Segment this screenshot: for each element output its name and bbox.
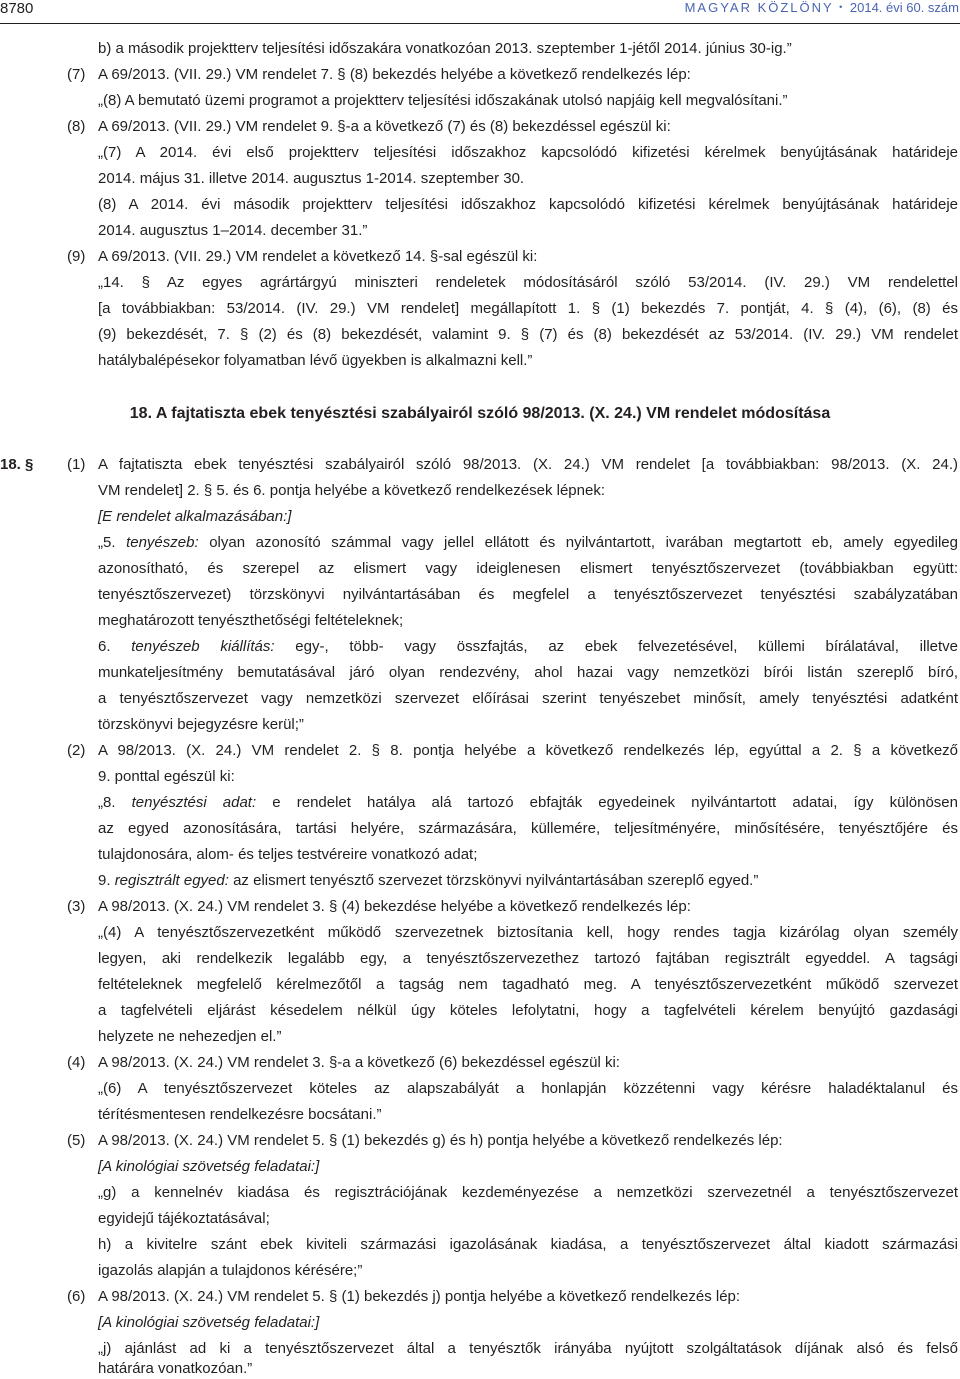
bracket-note: [E rendelet alkalmazásában:]: [98, 508, 292, 525]
defined-term: regisztrált egyed:: [114, 872, 229, 889]
section-number: 18. §: [0, 456, 34, 473]
text-line: „(6) A tenyésztőszervezet köteles az alapszabályát a honlapján közzétenni vagy kérésre haladéktalanul és: [98, 1080, 958, 1097]
text-line: hatálybalépésekor folyamatban lévő ügyekben is alkalmazni kell.”: [98, 352, 533, 369]
text-line: A 69/2013. (VII. 29.) VM rendelet a következő 14. §-sal egészül ki:: [98, 248, 538, 265]
paragraph-label: (9): [67, 248, 86, 265]
text-line: azonosítható, és szerepel az elismert vagy ideiglenesen elismert tenyésztőszervezet (továbbiakban együtt:: [98, 560, 958, 577]
defined-term: tenyészeb:: [126, 534, 199, 551]
text-line: feltételeknek megfelelő kérelmezőtől a tagság nem tagadható meg. A tenyésztőszervezetként működő szervezet: [98, 976, 958, 993]
bracket-note: [A kinológiai szövetség feladatai:]: [98, 1158, 320, 1175]
defined-term: tenyészeb kiállítás:: [131, 638, 275, 655]
text-line: legyen, aki rendelkezik legalább egy, a tenyésztőszervezethez tartozó fajtában regisztrált egyeddel. A tagsági: [98, 950, 958, 967]
text-line: A 69/2013. (VII. 29.) VM rendelet 7. § (8) bekezdés helyébe a következő rendelkezés lép:: [98, 66, 691, 83]
bracket-note: [A kinológiai szövetség feladatai:]: [98, 1314, 320, 1331]
issue-number: 2014. évi 60. szám: [849, 0, 959, 15]
text-line: „j) ajánlást ad ki a tenyésztőszervezet által a tenyésztők irányába nyújtott szolgáltatások díjának alsó és felső: [98, 1340, 958, 1357]
text-run: az elismert tenyésztő szervezet törzskönyvi nyilvántartásában szereplő egyed.”: [228, 872, 759, 889]
publication-title: MAGYAR KÖZLÖNY: [684, 0, 834, 15]
text-line: [98, 637, 958, 657]
text-line: [98, 871, 758, 891]
text-line: térítésmentesen rendelkezésre bocsátani.”: [98, 1106, 382, 1123]
text-line: „14. § Az egyes agrártárgyú miniszteri rendeletek módosításáról szóló 53/2014. (IV. 29.) VM rendelettel: [98, 274, 958, 291]
text-line: (9) bekezdését, 7. § (2) és (8) bekezdését, valamint 9. § (7) és (8) bekezdését az 53/2014. (IV. 29.) VM rendelet: [98, 326, 958, 343]
text-line: tenyésztőszervezet) törzskönyvi nyilvántartásában és megfelel a tenyésztőszervezet tenyésztési szabályzatában: [98, 586, 958, 603]
text-run: e rendelet hatálya alá tartozó ebfajták egyedeinek nyilvántartott adatai, így különösen: [256, 794, 958, 811]
page-number: 8780: [0, 0, 34, 17]
text-line: „(8) A bemutató üzemi programot a projektterv teljesítési időszakának utolsó napjáig kell megvalósítani.”: [98, 92, 788, 109]
paragraph-label: (6): [67, 1288, 86, 1305]
paragraph-label: (1): [67, 456, 86, 473]
text-line: helyzete ne nehezedjen el.”: [98, 1028, 282, 1045]
text-line: a tagfelvételi eljárást késedelem nélkül úgy köteles lefolytatni, hogy a tagfelvételi kérelem benyújtó gazdasági: [98, 1002, 958, 1019]
text-run: olyan azonosító számmal vagy jellel ellátott és nyilvántartott, ivarában megtartott eb, amely egyedileg: [198, 534, 958, 551]
text-line: meghatározott tenyészthetőségi feltételeknek;: [98, 612, 404, 629]
text-line: egyidejű tájékoztatásával;: [98, 1210, 270, 1227]
text-line: határára vonatkozóan.”: [98, 1360, 253, 1377]
paragraph-label: (8): [67, 118, 86, 135]
paragraph-label: (4): [67, 1054, 86, 1071]
text-line: A 98/2013. (X. 24.) VM rendelet 3. §-a a következő (6) bekezdéssel egészül ki:: [98, 1054, 620, 1071]
text-line: „(4) A tenyésztőszervezetként működő szervezetnek biztosítania kell, hogy rendes tagja kizárólag olyan személy: [98, 924, 958, 941]
text-line: A fajtatiszta ebek tenyésztési szabályairól szóló 98/2013. (X. 24.) VM rendelet [a továbbiakban: 98/2013. (X. 24.): [98, 456, 958, 473]
text-line: A 98/2013. (X. 24.) VM rendelet 2. § 8. pontja helyébe a következő rendelkezés lép, egyúttal a 2. § a következő: [98, 742, 958, 759]
text-line: A 98/2013. (X. 24.) VM rendelet 5. § (1) bekezdés g) és h) pontja helyébe a következő rendelkezés lép:: [98, 1132, 783, 1149]
section-title: 18. A fajtatiszta ebek tenyésztési szabályairól szóló 98/2013. (X. 24.) VM rendelet módosítása: [129, 405, 831, 422]
text-line: a tenyésztőszervezet vagy nemzetközi szervezet előírásai szerint tenyészebet minősít, amely tenyésztési adatként: [98, 690, 958, 707]
text-run: egy-, több- vagy összfajtás, az ebek felvezetésével, küllemi bírálatával, illetve: [274, 638, 959, 655]
paragraph-label: (7): [67, 66, 86, 83]
text-run: 6.: [98, 638, 132, 655]
text-line: A 69/2013. (VII. 29.) VM rendelet 9. §-a a következő (7) és (8) bekezdéssel egészül ki:: [98, 118, 671, 135]
paragraph-label: (5): [67, 1132, 86, 1149]
text-line: törzskönyvi bejegyzésre kerül;”: [98, 716, 304, 733]
text-line: [98, 793, 958, 813]
text-line: A 98/2013. (X. 24.) VM rendelet 5. § (1) bekezdés j) pontja helyébe a következő rendelkezés lép:: [98, 1288, 741, 1305]
page-header: [0, 0, 960, 22]
paragraph-label: (3): [67, 898, 86, 915]
text-line: 2014. május 31. illetve 2014. augusztus 1-2014. szeptember 30.: [98, 170, 525, 187]
text-line: h) a kivitelre szánt ebek kiviteli származási igazolásának kiadása, a tenyésztőszervezet által kiadott származási: [98, 1236, 958, 1253]
text-line: az egyed azonosítására, tartási helyére, származására, küllemére, teljesítményére, minősítésére, tenyésztőjére és: [98, 820, 958, 837]
running-head: [685, 0, 959, 15]
text-run: „5.: [98, 534, 127, 551]
text-line: [98, 533, 958, 553]
text-run: „8.: [98, 794, 132, 811]
text-line: 9. ponttal egészül ki:: [98, 768, 235, 785]
header-rule: [0, 23, 960, 24]
paragraph-label: (2): [67, 742, 86, 759]
text-run: 9.: [98, 872, 115, 889]
text-line: tulajdonosára, alom- és teljes testvéreire vonatkozó adat;: [98, 846, 478, 863]
text-line: munkateljesítmény bemutatásával járó olyan rendezvény, ahol hazai vagy nemzetközi bírói listán szereplő bíró,: [98, 664, 958, 681]
text-line: „(7) A 2014. évi első projektterv teljesítési időszakhoz kapcsolódó kifizetési kérelmek benyújtásának határideje: [98, 144, 958, 161]
text-line: (8) A 2014. évi második projektterv teljesítési időszakhoz kapcsolódó kifizetési kérelmek benyújtásának határideje: [98, 196, 958, 213]
text-line: A 98/2013. (X. 24.) VM rendelet 3. § (4) bekezdése helyébe a következő rendelkezés lép:: [98, 898, 691, 915]
text-line: VM rendelet] 2. § 5. és 6. pontja helyébe a következő rendelkezések lépnek:: [98, 482, 605, 499]
bullet-separator: •: [839, 2, 845, 12]
text-line: 2014. augusztus 1–2014. december 31.”: [98, 222, 368, 239]
text-line: [a továbbiakban: 53/2014. (IV. 29.) VM rendelet] megállapított 1. § (1) bekezdés 7. pontját, 4. § (4), (6), (8) és: [98, 300, 958, 317]
defined-term: tenyésztési adat:: [131, 794, 257, 811]
text-line: igazolás alapján a tulajdonos kérésére;”: [98, 1262, 363, 1279]
text-line: „g) a kennelnév kiadása és regisztrációjának kezdeményezése a nemzetközi szervezetnél a tenyésztőszervezet: [98, 1184, 958, 1201]
text-line: b) a második projektterv teljesítési időszakára vonatkozóan 2013. szeptember 1-jétől 2014. június 30-ig.”: [98, 40, 792, 57]
